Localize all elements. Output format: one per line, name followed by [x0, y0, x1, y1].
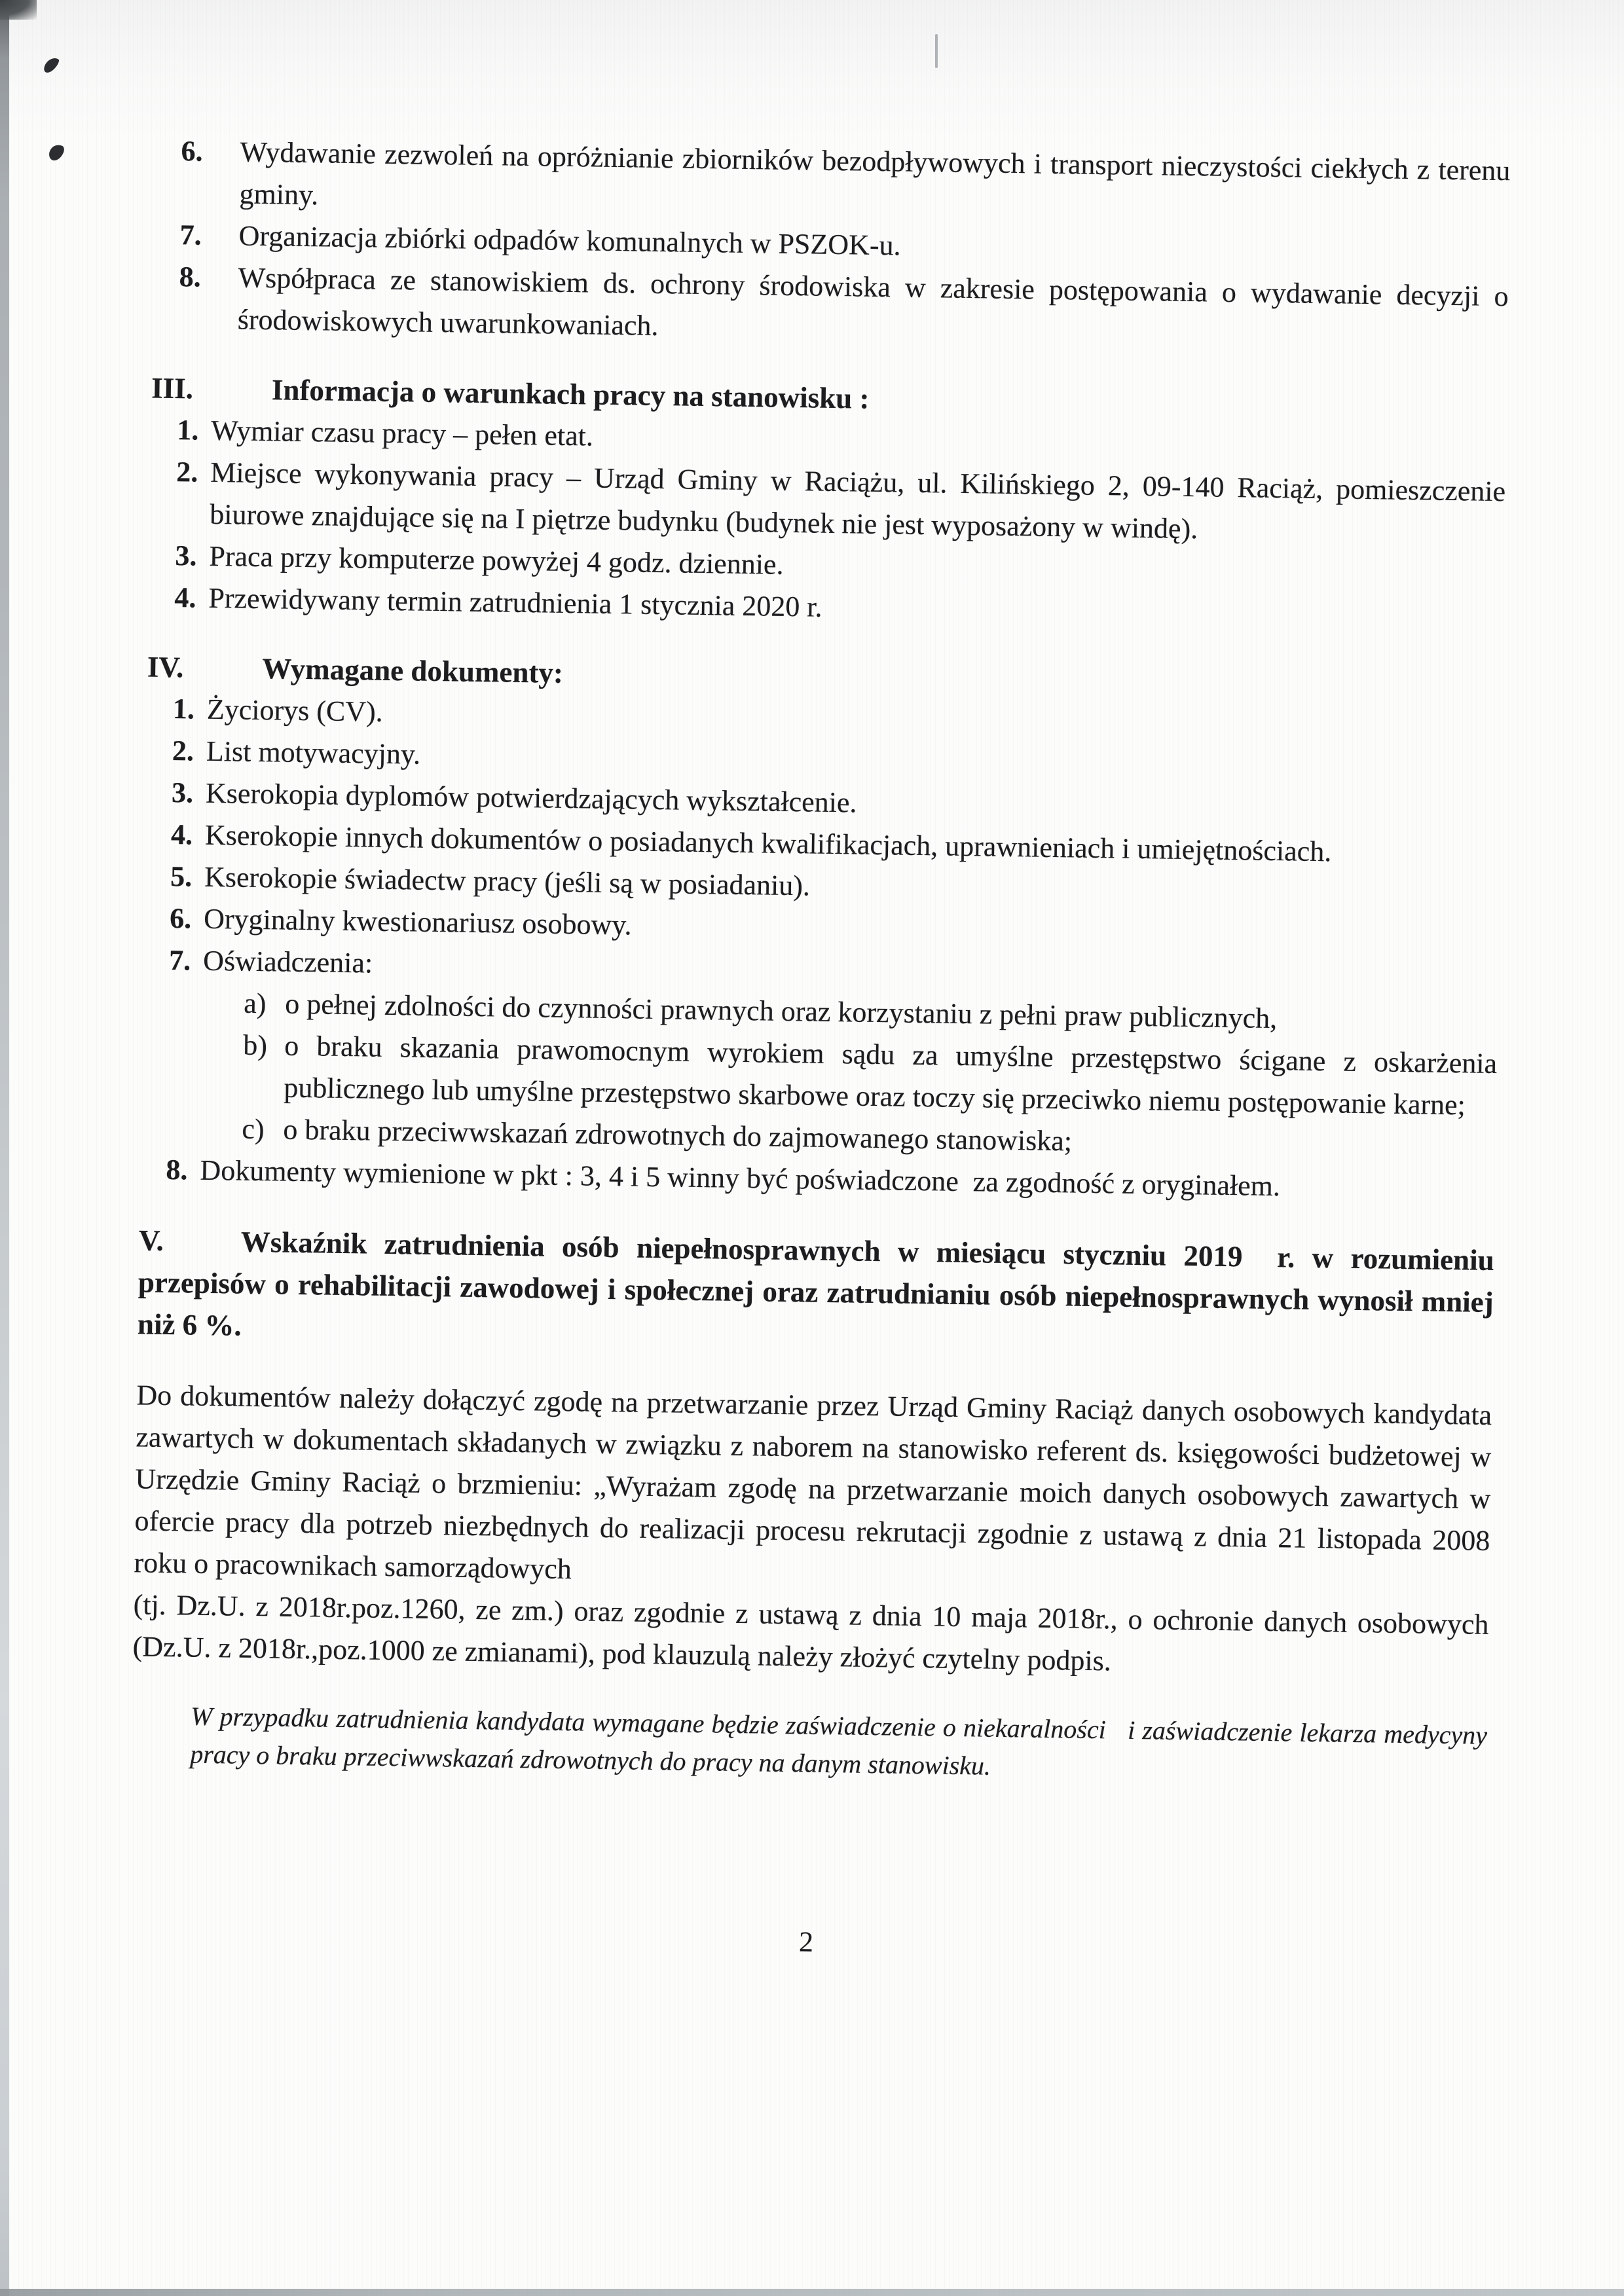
section-iv-list — [139, 687, 1502, 1211]
page-number: 2 — [798, 1925, 814, 1958]
list-item-number: 4. — [170, 818, 193, 851]
scan-edge-bottom — [0, 2289, 1624, 2296]
oswiadczenia-sublist — [140, 981, 1498, 1169]
list-item-text: Życiorys (CV). — [206, 693, 384, 728]
list-item-number: 6. — [169, 902, 192, 935]
list-item-text: Organizacja zbiórki odpadów komunalnych w PSZOK-u. — [238, 219, 901, 262]
sublist-item-letter: c) — [242, 1112, 265, 1146]
list-item-text: Wymiar czasu pracy – pełen etat. — [210, 414, 594, 452]
list-item-number: 7. — [168, 943, 191, 977]
sublist-item-letter: a) — [243, 987, 267, 1020]
list-item-text: Miejsce wykonywania pracy – Urząd Gminy w Raciążu, ul. Kilińskiego 2, 09-140 Raciąż, pomieszczenie biurowe znajdujące się na I piętrze budynku (budynek nie jest wyposażony w windę). — [210, 456, 1506, 545]
list-item-number: 7. — [179, 219, 202, 251]
heading-gap — [193, 398, 272, 399]
list-item-number: 8. — [166, 1153, 188, 1186]
list-item-text: Kserokopie innych dokumentów o posiadanych kwalifikacjach, uprawnieniach i umiejętnościach. — [204, 818, 1332, 868]
sublist-item-text: o braku przeciwwskazań zdrowotnych do zajmowanego stanowiska; — [283, 1113, 1073, 1157]
duties-list — [152, 130, 1511, 360]
section-number: III. — [151, 371, 194, 405]
list-item-number: 5. — [170, 860, 193, 893]
sublist-item-text: o braku skazania prawomocnym wyrokiem sądu za umyślne przestępstwo ścigane z oskarżenia publicznego lub umyślne przestępstwo skarbowe oraz toczy się przeciwko niemu postępowanie karne; — [284, 1029, 1498, 1121]
section-title: Informacja o warunkach pracy na stanowisku : — [271, 373, 870, 415]
section-number: V. — [138, 1224, 164, 1257]
list-item-text: Przewidywany termin zatrudnienia 1 stycznia 2020 r. — [208, 581, 822, 623]
section-title: Wymagane dokumenty: — [261, 652, 564, 689]
list-item-number: 3. — [171, 776, 194, 809]
list-item-text: Wydawanie zezwoleń na opróżnianie zbiorników bezodpływowych i transport nieczystości ciekłych z terenu gminy. — [239, 136, 1511, 211]
list-item-text: Oryginalny kwestionariusz osobowy. — [203, 902, 632, 941]
list-item-text: Dokumenty wymienione w pkt : 3, 4 i 5 winny być poświadczone za zgodność z oryginałem. — [200, 1154, 1281, 1203]
heading-gap — [183, 677, 262, 678]
section-number: IV. — [147, 650, 184, 684]
list-item-text: Praca przy komputerze powyżej 4 godz. dziennie. — [209, 539, 784, 581]
list-item-number: 3. — [175, 539, 197, 572]
consent-paragraph-2: (tj. Dz.U. z 2018r.poz.1260, ze zm.) oraz zgodnie z ustawą z dnia 10 maja 2018r., o ochronie danych osobowych (Dz.U. z 2018r.,poz.1000 ze zmianami), pod klauzulą należy złożyć czytelny podpis. — [132, 1588, 1489, 1677]
list-item-text: Kserokopie świadectw pracy (jeśli są w posiadaniu). — [204, 860, 811, 902]
consent-paragraph-1: Do dokumentów należy dołączyć zgodę na przetwarzanie przez Urząd Gminy Raciąż danych osobowych kandydata zawartych w dokumentach składanych w związku z naborem na stanowisko referent ds. księgowości budżetowej w Urzędzie Gminy Raciąż o brzmieniu: „Wyrażam zgodę na przetwarzanie moich danych osobowych zawartych w ofercie pracy dla potrzeb niezbędnych do realizacji procesu rekrutacji zgodnie z ustawą z dnia 21 listopada 2008 roku o pracownikach samorządowych — [134, 1379, 1492, 1586]
list-item-number: 1. — [172, 693, 195, 725]
list-item-text: Kserokopia dyplomów potwierdzających wykształcenie. — [205, 776, 857, 819]
sublist-item-letter: b) — [242, 1029, 268, 1062]
list-item-number: 2. — [175, 456, 198, 488]
list-item-text: Współpraca ze stanowiskiem ds. ochrony środowiska w zakresie postępowania o wydawanie decyzji o środowiskowych uwarunkowaniach. — [237, 261, 1509, 342]
heading-gap — [164, 1250, 241, 1252]
employment-note: W przypadku zatrudnienia kandydata wymagane będzie zaświadczenie o niekaralności i zaświadczenie lekarza medycyny pracy o braku przeciwwskazań zdrowotnych do pracy na danym stanowisku. — [189, 1701, 1488, 1781]
section-iii-list — [148, 409, 1507, 638]
list-item-number: 8. — [179, 261, 202, 293]
list-item-text: Oświadczenia: — [202, 944, 373, 979]
section-v-paragraph — [138, 1219, 1495, 1365]
list-item-number: 4. — [174, 581, 196, 614]
list-item-text: List motywacyjny. — [206, 735, 421, 771]
list-item-number: 6. — [181, 135, 203, 168]
list-item-number: 1. — [176, 414, 199, 446]
sublist-item-text: o pełnej zdolności do czynności prawnych oraz korzystaniu z pełni praw publicznych, — [284, 987, 1278, 1035]
list-item-number: 2. — [172, 735, 194, 767]
section-v-text: Wskaźnik zatrudnienia osób niepełnosprawnych w miesiącu styczniu 2019 r. w rozumieniu przepisów o rehabilitacji zawodowej i społecznej oraz zatrudnianiu osób niepełnosprawnych wynosił mniej niż 6 %. — [137, 1225, 1495, 1342]
